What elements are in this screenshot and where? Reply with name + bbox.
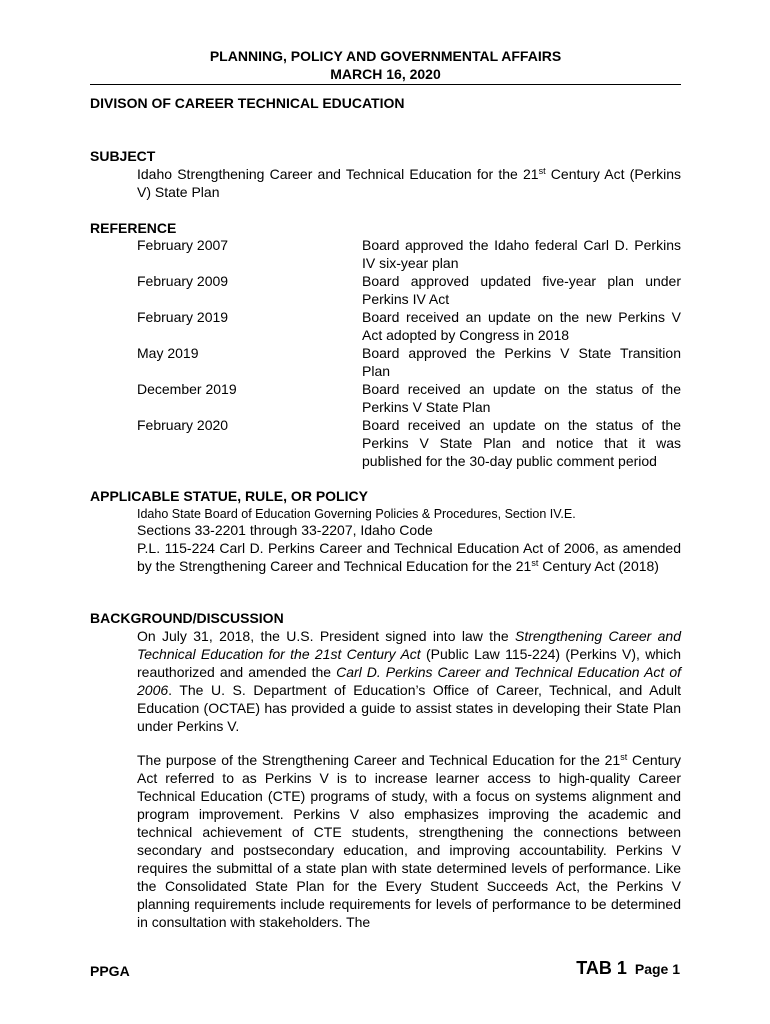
reference-heading: REFERENCE [90, 220, 177, 236]
subject-heading: SUBJECT [90, 148, 156, 164]
header-date: MARCH 16, 2020 [330, 66, 441, 82]
reference-description: Board received an update on the status of the Perkins V State Plan [362, 381, 681, 415]
applicable-code: Sections 33-2201 through 33-2207, Idaho Code [137, 522, 433, 538]
reference-date: February 2007 [137, 237, 229, 253]
reference-description: Board received an update on the new Perkins V Act adopted by Congress in 2018 [362, 309, 681, 343]
header-rule [90, 84, 681, 85]
reference-description: Board approved updated five-year plan under Perkins IV Act [362, 273, 681, 307]
subject-text: Idaho Strengthening Career and Technical Education for the 21st Century Act (Perkins V) State Plan [137, 166, 682, 200]
applicable-policy: Idaho State Board of Education Governing Policies & Procedures, Section IV.E. [137, 507, 576, 521]
reference-date: May 2019 [137, 345, 199, 361]
footer-tab-page [576, 958, 680, 979]
reference-date: February 2020 [137, 417, 229, 433]
reference-date: February 2009 [137, 273, 229, 289]
background-paragraph-1: On July 31, 2018, the U.S. President signed into law the Strengthening Career and Technical Education for the 21st Century Act (Public Law 115-224) (Perkins V), which reauthorized and amended the Carl D. Perkins Career and Technical Education Act of 2006. The U. S. Department of Education’s Office of Career, Technical, and Adult Education (OCTAE) has provided a guide to assist states in developing their State Plan under Perkins V. [137, 628, 682, 734]
division-title: DIVISON OF CAREER TECHNICAL EDUCATION [90, 95, 405, 111]
background-heading: BACKGROUND/DISCUSSION [90, 610, 284, 626]
reference-description: Board approved the Perkins V State Transition Plan [362, 345, 681, 379]
applicable-heading: APPLICABLE STATUE, RULE, OR POLICY [90, 488, 368, 504]
reference-date: December 2019 [137, 381, 237, 397]
applicable-law: P.L. 115-224 Carl D. Perkins Career and Technical Education Act of 2006, as amended by the Strengthening Career and Technical Education for the 21st Century Act (2018) [137, 540, 681, 574]
background-paragraph-2: The purpose of the Strengthening Career and Technical Education for the 21st Century Act referred to as Perkins V is to increase learner access to high-quality Career Technical Education (CTE) programs of study, with a focus on systems alignment and program improvement. Perkins V also emphasizes improving the academic and technical achievement of CTE students, strengthening the connections between secondary and postsecondary education, and improving accountability. Perkins V requires the submittal of a state plan with state determined levels of performance. Like the Consolidated State Plan for the Every Student Succeeds Act, the Perkins V planning requirements include requirements for levels of performance to be determined in consultation with stakeholders. The [137, 752, 681, 930]
footer-tab: TAB 1 [576, 958, 627, 978]
footer-ppga: PPGA [90, 963, 130, 979]
reference-description: Board approved the Idaho federal Carl D. Perkins IV six-year plan [362, 237, 681, 271]
footer-page-number: Page 1 [634, 961, 680, 977]
reference-date: February 2019 [137, 309, 229, 325]
reference-description: Board received an update on the status of the Perkins V State Plan and notice that it was published for the 30-day public comment period [362, 417, 681, 469]
header-title: PLANNING, POLICY AND GOVERNMENTAL AFFAIRS [209, 48, 562, 64]
